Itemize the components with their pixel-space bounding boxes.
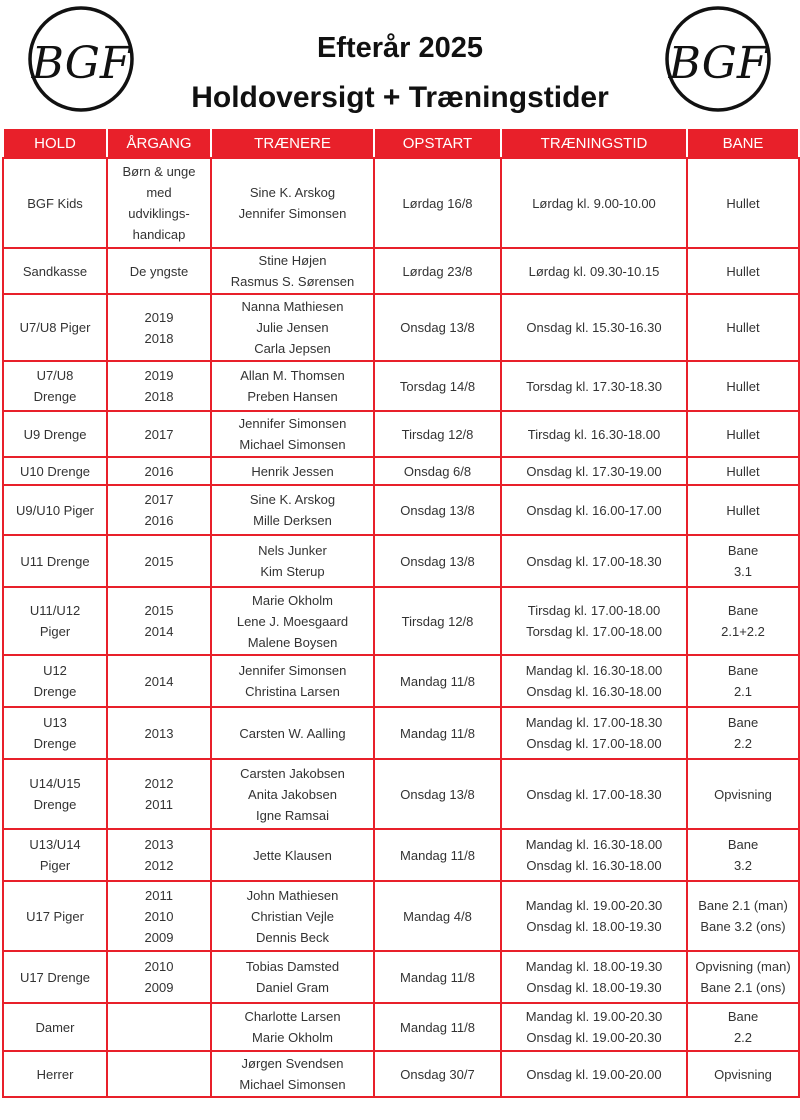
cell-traenere	[211, 829, 374, 881]
cell-line: 2.1+2.2	[721, 624, 765, 639]
cell-hold	[3, 411, 107, 457]
column-header-traenere: TRÆNERE	[211, 128, 374, 158]
cell-line: Hullet	[726, 195, 760, 211]
cell-line: Allan M. Thomsen	[240, 368, 345, 383]
cell-line: Carsten W. Aalling	[239, 725, 346, 741]
cell-traenere	[211, 158, 374, 248]
cell-line: Mandag 11/8	[400, 725, 475, 741]
cell-opstart	[374, 1051, 501, 1097]
column-header-bane: BANE	[687, 128, 799, 158]
cell-line: U13	[43, 715, 67, 730]
header-row	[3, 128, 799, 158]
cell-traenere	[211, 294, 374, 361]
cell-line: Tobias Damsted	[245, 959, 340, 974]
cell-bane	[687, 158, 799, 248]
cell-bane	[687, 707, 799, 759]
cell-line: U13/U14	[29, 837, 81, 852]
cell-line: Michael Simonsen	[239, 1077, 346, 1092]
cell-line: 2014	[144, 673, 174, 689]
cell-line: 2013	[144, 837, 174, 852]
cell-hold	[3, 655, 107, 707]
cell-bane	[687, 759, 799, 829]
cell-line: U11/U12	[29, 603, 81, 618]
table-row	[3, 881, 799, 951]
cell-aargang	[107, 881, 211, 951]
cell-hold	[3, 587, 107, 655]
cell-opstart	[374, 829, 501, 881]
cell-traenere	[211, 485, 374, 535]
cell-line: 2017	[144, 426, 174, 442]
cell-hold	[3, 759, 107, 829]
cell-line: Bane	[727, 603, 759, 618]
cell-aargang	[107, 759, 211, 829]
cell-line: Jennifer Simonsen	[238, 416, 347, 431]
cell-traeningstid	[501, 411, 687, 457]
cell-line: handicap	[132, 227, 186, 242]
cell-line: 3.1	[733, 564, 753, 579]
cell-traeningstid	[501, 655, 687, 707]
cell-line: Onsdag kl. 16.00-17.00	[526, 502, 662, 518]
cell-traenere	[211, 951, 374, 1003]
cell-aargang	[107, 1003, 211, 1051]
cell-line: 2018	[144, 330, 174, 346]
cell-line: Bane 3.2 (ons)	[700, 919, 786, 934]
cell-line: 2010	[144, 959, 174, 974]
cell-line: 2016	[144, 513, 174, 528]
cell-line: Opvisning	[714, 786, 772, 802]
cell-line: Bane	[727, 1009, 759, 1024]
cell-line: Stine Højen	[258, 253, 327, 268]
cell-line: Onsdag kl. 17.00-18.30	[526, 786, 662, 802]
cell-line: Rasmus S. Sørensen	[230, 274, 355, 289]
cell-bane	[687, 248, 799, 294]
cell-bane	[687, 587, 799, 655]
cell-aargang	[107, 707, 211, 759]
cell-aargang	[107, 158, 211, 248]
cell-line: Hullet	[726, 463, 760, 479]
cell-line: Christian Vejle	[250, 908, 335, 924]
cell-line: Onsdag 13/8	[400, 502, 475, 518]
cell-bane	[687, 655, 799, 707]
cell-line: Christina Larsen	[245, 684, 340, 699]
cell-opstart	[374, 411, 501, 457]
cell-line: Onsdag kl. 19.00-20.00	[526, 1066, 662, 1082]
cell-line: 2014	[144, 624, 174, 639]
cell-traeningstid	[501, 829, 687, 881]
cell-opstart	[374, 248, 501, 294]
cell-line: 2019	[144, 309, 174, 325]
cell-traeningstid	[501, 759, 687, 829]
cell-line: Nanna Mathiesen	[241, 299, 344, 314]
cell-opstart	[374, 759, 501, 829]
cell-line: Onsdag kl. 19.00-20.30	[526, 1030, 662, 1045]
cell-line: Sine K. Arskog	[249, 492, 336, 507]
cell-line: Bane 2.1 (man)	[698, 898, 788, 913]
schedule-table	[2, 127, 800, 1098]
cell-hold	[3, 294, 107, 361]
table-row	[3, 707, 799, 759]
cell-line: med	[146, 185, 172, 200]
cell-traenere	[211, 535, 374, 587]
cell-traenere	[211, 361, 374, 411]
cell-line: Hullet	[726, 320, 760, 335]
cell-aargang	[107, 361, 211, 411]
cell-traenere	[211, 587, 374, 655]
table-row	[3, 361, 799, 411]
cell-line: U17 Piger	[26, 908, 84, 924]
cell-line: 2010	[144, 908, 174, 924]
cell-line: Drenge	[33, 389, 77, 404]
column-header-hold: HOLD	[3, 128, 107, 158]
cell-traeningstid	[501, 535, 687, 587]
cell-line: 2011	[145, 887, 173, 903]
cell-line: Hullet	[726, 502, 760, 518]
cell-line: Carla Jepsen	[254, 341, 331, 356]
page-title: Holdoversigt + Træningstider	[191, 81, 609, 114]
cell-line: Lene J. Moesgaard	[236, 613, 349, 629]
cell-line: Lørdag kl. 09.30-10.15	[528, 263, 660, 279]
cell-traeningstid	[501, 294, 687, 361]
cell-line: Bane	[727, 543, 759, 558]
cell-line: BGF Kids	[27, 195, 83, 211]
cell-line: 3.2	[733, 858, 753, 873]
cell-line: Mandag kl. 17.00-18.30	[525, 715, 663, 730]
cell-traeningstid	[501, 361, 687, 411]
cell-bane	[687, 457, 799, 485]
table-row	[3, 485, 799, 535]
cell-line: 2013	[144, 725, 174, 741]
cell-bane	[687, 535, 799, 587]
cell-line: Hullet	[726, 263, 760, 279]
cell-opstart	[374, 158, 501, 248]
cell-line: Jennifer Simonsen	[238, 206, 347, 221]
cell-line: 2.2	[733, 736, 753, 751]
cell-line: Mandag kl. 19.00-20.30	[525, 898, 663, 913]
cell-traeningstid	[501, 587, 687, 655]
cell-traenere	[211, 1003, 374, 1051]
cell-line: 2009	[144, 929, 174, 945]
cell-line: 2015	[144, 603, 174, 618]
cell-line: Onsdag kl. 17.00-18.00	[526, 736, 662, 751]
cell-opstart	[374, 951, 501, 1003]
cell-hold	[3, 485, 107, 535]
cell-line: Charlotte Larsen	[244, 1009, 341, 1024]
cell-line: Sine K. Arskog	[249, 185, 336, 200]
bgf-logo	[26, 4, 136, 114]
cell-line: Jennifer Simonsen	[238, 663, 347, 678]
cell-line: 2015	[144, 553, 174, 569]
cell-aargang	[107, 294, 211, 361]
cell-line: Onsdag kl. 15.30-16.30	[526, 320, 662, 335]
cell-opstart	[374, 707, 501, 759]
table-row	[3, 535, 799, 587]
cell-line: U10 Drenge	[19, 463, 91, 479]
cell-line: Torsdag kl. 17.00-18.00	[526, 624, 662, 639]
cell-bane	[687, 361, 799, 411]
column-header-aargang: ÅRGANG	[107, 128, 211, 158]
cell-line: Onsdag 30/7	[400, 1066, 475, 1082]
cell-line: Michael Simonsen	[239, 437, 346, 452]
cell-traenere	[211, 881, 374, 951]
cell-line: 2009	[144, 980, 174, 995]
cell-line: Onsdag kl. 16.30-18.00	[526, 858, 662, 873]
cell-line: Mandag 11/8	[400, 1019, 475, 1035]
cell-opstart	[374, 1003, 501, 1051]
table-row	[3, 248, 799, 294]
cell-opstart	[374, 587, 501, 655]
cell-line: Lørdag 16/8	[402, 195, 473, 211]
cell-line: Mille Derksen	[253, 513, 332, 528]
column-header-traeningstid: TRÆNINGSTID	[501, 128, 687, 158]
cell-line: 2012	[144, 776, 174, 791]
table-row	[3, 457, 799, 485]
cell-line: Daniel Gram	[256, 980, 329, 995]
cell-line: Opvisning	[714, 1066, 772, 1082]
cell-line: Bane	[727, 837, 759, 852]
cell-line: Onsdag kl. 17.00-18.30	[526, 553, 662, 569]
cell-opstart	[374, 655, 501, 707]
cell-hold	[3, 535, 107, 587]
cell-line: Onsdag 6/8	[403, 463, 472, 479]
cell-hold	[3, 881, 107, 951]
cell-line: Onsdag 13/8	[400, 553, 475, 569]
cell-line: U11 Drenge	[20, 553, 90, 569]
cell-traenere	[211, 457, 374, 485]
cell-bane	[687, 1003, 799, 1051]
cell-line: De yngste	[129, 263, 189, 279]
cell-line: 2018	[144, 389, 174, 404]
cell-aargang	[107, 457, 211, 485]
cell-line: Mandag kl. 16.30-18.00	[525, 663, 663, 678]
cell-line: Marie Okholm	[252, 592, 333, 608]
cell-traeningstid	[501, 1051, 687, 1097]
cell-bane	[687, 411, 799, 457]
cell-opstart	[374, 881, 501, 951]
cell-line: udviklings-	[128, 206, 190, 221]
cell-opstart	[374, 294, 501, 361]
cell-line: Drenge	[33, 736, 77, 751]
cell-line: U7/U8	[36, 368, 74, 383]
cell-line: Henrik Jessen	[251, 463, 334, 479]
table-row	[3, 759, 799, 829]
table-row	[3, 411, 799, 457]
cell-line: Lørdag 23/8	[402, 263, 473, 279]
cell-line: Jørgen Svendsen	[241, 1056, 344, 1071]
cell-aargang	[107, 587, 211, 655]
cell-aargang	[107, 411, 211, 457]
cell-line: Tirsdag kl. 16.30-18.00	[527, 426, 661, 442]
table-row	[3, 655, 799, 707]
cell-line: Onsdag kl. 18.00-19.30	[526, 980, 662, 995]
cell-line: Mandag kl. 16.30-18.00	[525, 837, 663, 852]
cell-aargang	[107, 535, 211, 587]
cell-line: Carsten Jakobsen	[240, 765, 345, 781]
cell-line: Tirsdag kl. 17.00-18.00	[527, 603, 661, 618]
cell-aargang	[107, 485, 211, 535]
cell-opstart	[374, 457, 501, 485]
cell-line: Preben Hansen	[247, 389, 338, 404]
cell-line: Marie Okholm	[252, 1030, 333, 1045]
cell-line: 2019	[144, 368, 174, 383]
cell-line: U17 Drenge	[19, 969, 91, 985]
cell-line: Drenge	[33, 797, 77, 812]
cell-line: Mandag 4/8	[403, 908, 472, 924]
cell-line: Igne Ramsai	[256, 807, 329, 823]
cell-line: U7/U8 Piger	[19, 320, 91, 335]
cell-traenere	[211, 1051, 374, 1097]
cell-line: Tirsdag 12/8	[401, 613, 474, 629]
cell-hold	[3, 707, 107, 759]
cell-line: U12	[43, 663, 67, 678]
cell-aargang	[107, 655, 211, 707]
cell-line: Nels Junker	[258, 543, 327, 558]
cell-bane	[687, 951, 799, 1003]
cell-line: 2011	[145, 797, 173, 812]
cell-bane	[687, 881, 799, 951]
cell-line: Malene Boysen	[247, 634, 338, 650]
svg-text:BGF: BGF	[668, 38, 768, 89]
cell-hold	[3, 1051, 107, 1097]
cell-bane	[687, 829, 799, 881]
cell-line: Anita Jakobsen	[248, 786, 337, 802]
cell-line: Mandag kl. 18.00-19.30	[525, 959, 663, 974]
table-row	[3, 587, 799, 655]
table-row	[3, 951, 799, 1003]
cell-line: Piger	[39, 858, 71, 873]
cell-line: 2012	[144, 858, 174, 873]
column-header-opstart: OPSTART	[374, 128, 501, 158]
cell-line: 2017	[144, 492, 174, 507]
cell-hold	[3, 951, 107, 1003]
table-row	[3, 1003, 799, 1051]
cell-line: 2016	[144, 463, 174, 479]
cell-opstart	[374, 361, 501, 411]
cell-hold	[3, 829, 107, 881]
cell-traenere	[211, 707, 374, 759]
cell-traeningstid	[501, 1003, 687, 1051]
table-row	[3, 294, 799, 361]
cell-opstart	[374, 485, 501, 535]
cell-traeningstid	[501, 707, 687, 759]
cell-line: Onsdag 13/8	[400, 786, 475, 802]
cell-traeningstid	[501, 158, 687, 248]
cell-aargang	[107, 1051, 211, 1097]
cell-line: Hullet	[726, 378, 760, 394]
cell-hold	[3, 248, 107, 294]
cell-line: John Mathiesen	[246, 887, 339, 903]
cell-traenere	[211, 655, 374, 707]
cell-traenere	[211, 411, 374, 457]
cell-opstart	[374, 535, 501, 587]
cell-traeningstid	[501, 248, 687, 294]
page-header	[0, 0, 800, 126]
cell-hold	[3, 1003, 107, 1051]
cell-traeningstid	[501, 951, 687, 1003]
cell-traenere	[211, 759, 374, 829]
cell-line: Onsdag 13/8	[400, 320, 475, 335]
cell-line: Mandag 11/8	[400, 969, 475, 985]
cell-line: Mandag 11/8	[400, 847, 475, 863]
table-row	[3, 829, 799, 881]
svg-text:BGF: BGF	[31, 38, 131, 89]
cell-line: Bane	[727, 663, 759, 678]
cell-aargang	[107, 951, 211, 1003]
cell-line: Drenge	[33, 684, 77, 699]
cell-line: Mandag kl. 19.00-20.30	[525, 1009, 663, 1024]
cell-line: Onsdag kl. 18.00-19.30	[526, 919, 662, 934]
cell-line: Hullet	[726, 426, 760, 442]
cell-hold	[3, 457, 107, 485]
cell-line: Torsdag kl. 17.30-18.30	[526, 378, 662, 394]
cell-line: Lørdag kl. 9.00-10.00	[532, 195, 656, 211]
cell-line: Jette Klausen	[253, 847, 332, 863]
cell-line: Kim Sterup	[260, 564, 325, 579]
cell-line: Børn & unge	[122, 164, 196, 179]
cell-line: Mandag 11/8	[400, 673, 475, 689]
table-row	[3, 1051, 799, 1097]
season-title: Efterår 2025	[316, 32, 484, 64]
table-row	[3, 158, 799, 248]
cell-line: Sandkasse	[22, 263, 88, 279]
cell-hold	[3, 158, 107, 248]
cell-line: U14/U15	[29, 776, 81, 791]
cell-bane	[687, 1051, 799, 1097]
bgf-logo	[663, 4, 773, 114]
cell-traeningstid	[501, 457, 687, 485]
cell-line: Onsdag kl. 16.30-18.00	[526, 684, 662, 699]
cell-traenere	[211, 248, 374, 294]
cell-line: Piger	[39, 624, 71, 639]
cell-line: Bane 2.1 (ons)	[700, 980, 786, 995]
cell-line: 2.2	[733, 1030, 753, 1045]
title-block	[150, 28, 650, 120]
cell-line: Opvisning (man)	[695, 959, 791, 974]
cell-line: U9/U10 Piger	[15, 502, 95, 518]
cell-line: 2.1	[733, 684, 753, 699]
cell-line: U9 Drenge	[23, 426, 87, 442]
cell-line: Onsdag kl. 17.30-19.00	[526, 463, 662, 479]
cell-traeningstid	[501, 881, 687, 951]
cell-line: Herrer	[36, 1066, 74, 1082]
cell-line: Bane	[727, 715, 759, 730]
cell-aargang	[107, 248, 211, 294]
cell-bane	[687, 485, 799, 535]
cell-traeningstid	[501, 485, 687, 535]
cell-bane	[687, 294, 799, 361]
cell-aargang	[107, 829, 211, 881]
cell-line: Julie Jensen	[256, 320, 329, 335]
cell-line: Torsdag 14/8	[399, 378, 476, 394]
cell-line: Dennis Beck	[256, 929, 329, 945]
cell-hold	[3, 361, 107, 411]
cell-line: Damer	[35, 1019, 75, 1035]
cell-line: Tirsdag 12/8	[401, 426, 474, 442]
